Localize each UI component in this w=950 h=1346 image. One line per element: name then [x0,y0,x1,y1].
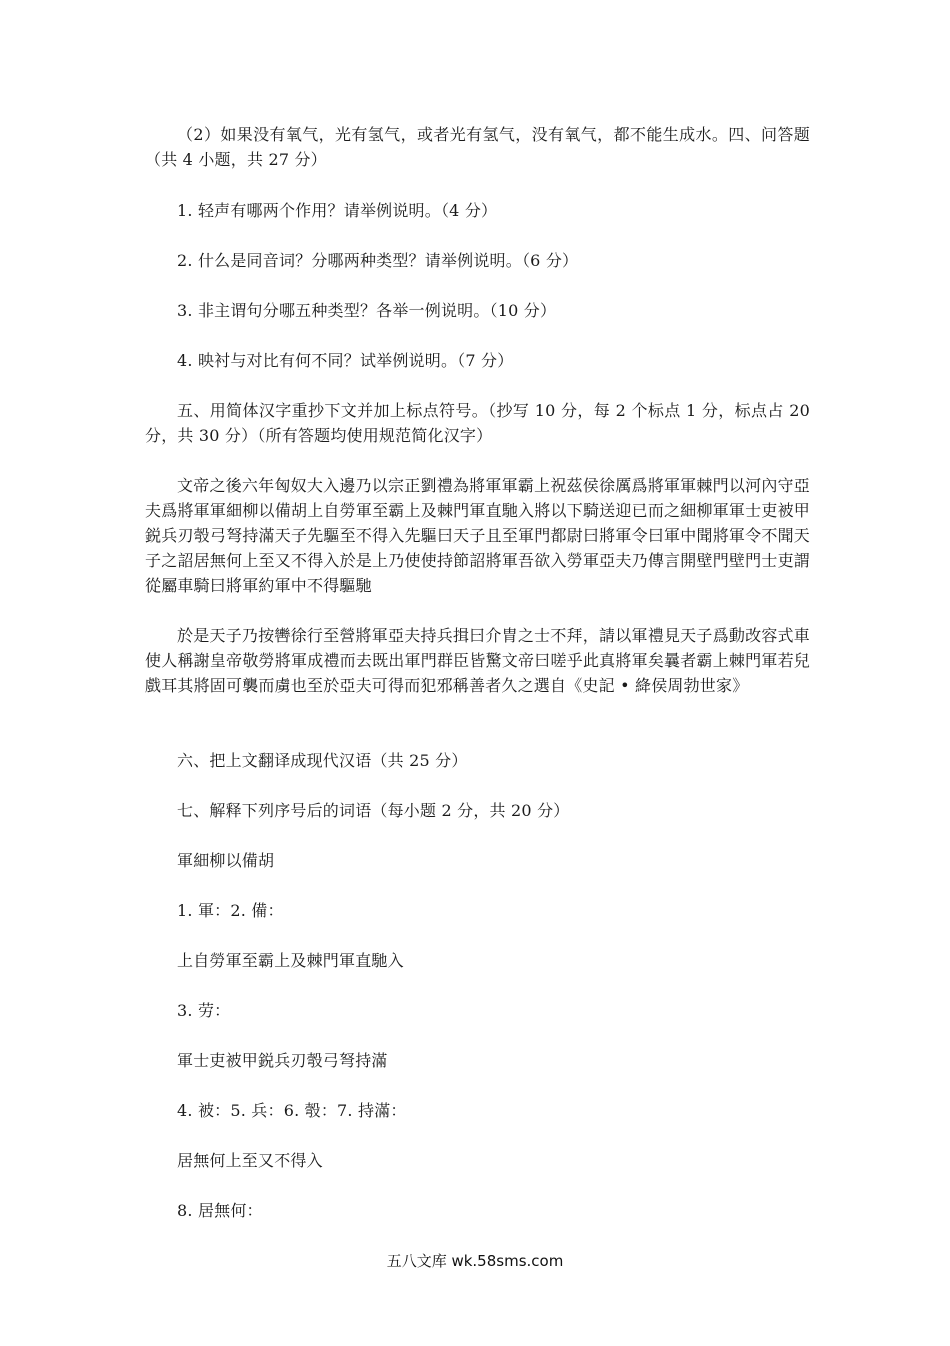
term-8: 8. 居無何： [177,1201,263,1220]
section-six-heading: 六、把上文翻译成现代汉语（共 25 分） [177,751,468,770]
section-five-heading: 五、用简体汉字重抄下文并加上标点符号。（抄写 10 分，每 2 个标点 1 分，标点占 20 分，共 30 分）（所有答题均使用规范简化汉字） [145,401,810,445]
footer-watermark: 五八文库 wk.58sms.com [386,1252,564,1270]
terms-1-2: 1. 軍：2. 備： [177,901,284,920]
classical-text-paragraph-1: 文帝之後六年匈奴大入邊乃以宗正劉禮為將軍軍霸上祝茲侯徐厲爲將軍軍棘門以河內守亞夫爲將軍軍細柳以備胡上自勞軍至霸上及棘門軍直馳入將以下騎送迎已而之細柳軍軍士吏被甲鋭兵刃彀弓弩持滿天子先驅至不得入先驅曰天子且至軍門都尉曰將軍令曰軍中聞將軍令不聞天子之詔居無何上至又不得入於是上乃使使持節詔將軍吾欲入勞軍亞夫乃傳言開壁門壁門士吏謂從屬車騎曰將軍約軍中不得驅馳 [145,476,810,595]
excerpt-2: 上自勞軍至霸上及棘門軍直馳入 [177,951,404,970]
question-4: 4. 映衬与对比有何不同？试举例说明。（7 分） [177,351,514,370]
excerpt-1: 軍細柳以備胡 [177,851,275,870]
question-3: 3. 非主谓句分哪五种类型？各举一例说明。（10 分） [177,301,557,320]
question-1: 1. 轻声有哪两个作用？请举例说明。（4 分） [177,201,498,220]
question-two-answer-and-section-four-heading: （2）如果没有氧气，光有氢气，或者光有氢气，没有氧气，都不能生成水。四、问答题（共 4 小题，共 27 分） [145,125,810,169]
term-3: 3. 劳： [177,1001,231,1020]
excerpt-3: 軍士吏被甲鋭兵刃彀弓弩持滿 [177,1051,388,1070]
terms-4-7: 4. 被：5. 兵：6. 彀：7. 持滿： [177,1101,407,1120]
section-seven-heading: 七、解释下列序号后的词语（每小题 2 分，共 20 分） [177,801,570,820]
question-2: 2. 什么是同音词？分哪两种类型？请举例说明。（6 分） [177,251,579,270]
classical-text-paragraph-2: 於是天子乃按轡徐行至營將軍亞夫持兵揖曰介胄之士不拜，請以軍禮見天子爲動改容式車使人稱謝皇帝敬勞將軍成禮而去既出軍門群臣皆驚文帝曰嗟乎此真將軍矣曩者霸上棘門軍若兒戲耳其將固可襲而虜也至於亞夫可得而犯邪稱善者久之選自《史記 • 絳侯周勃世家》 [145,626,810,695]
excerpt-4: 居無何上至又不得入 [177,1151,323,1170]
